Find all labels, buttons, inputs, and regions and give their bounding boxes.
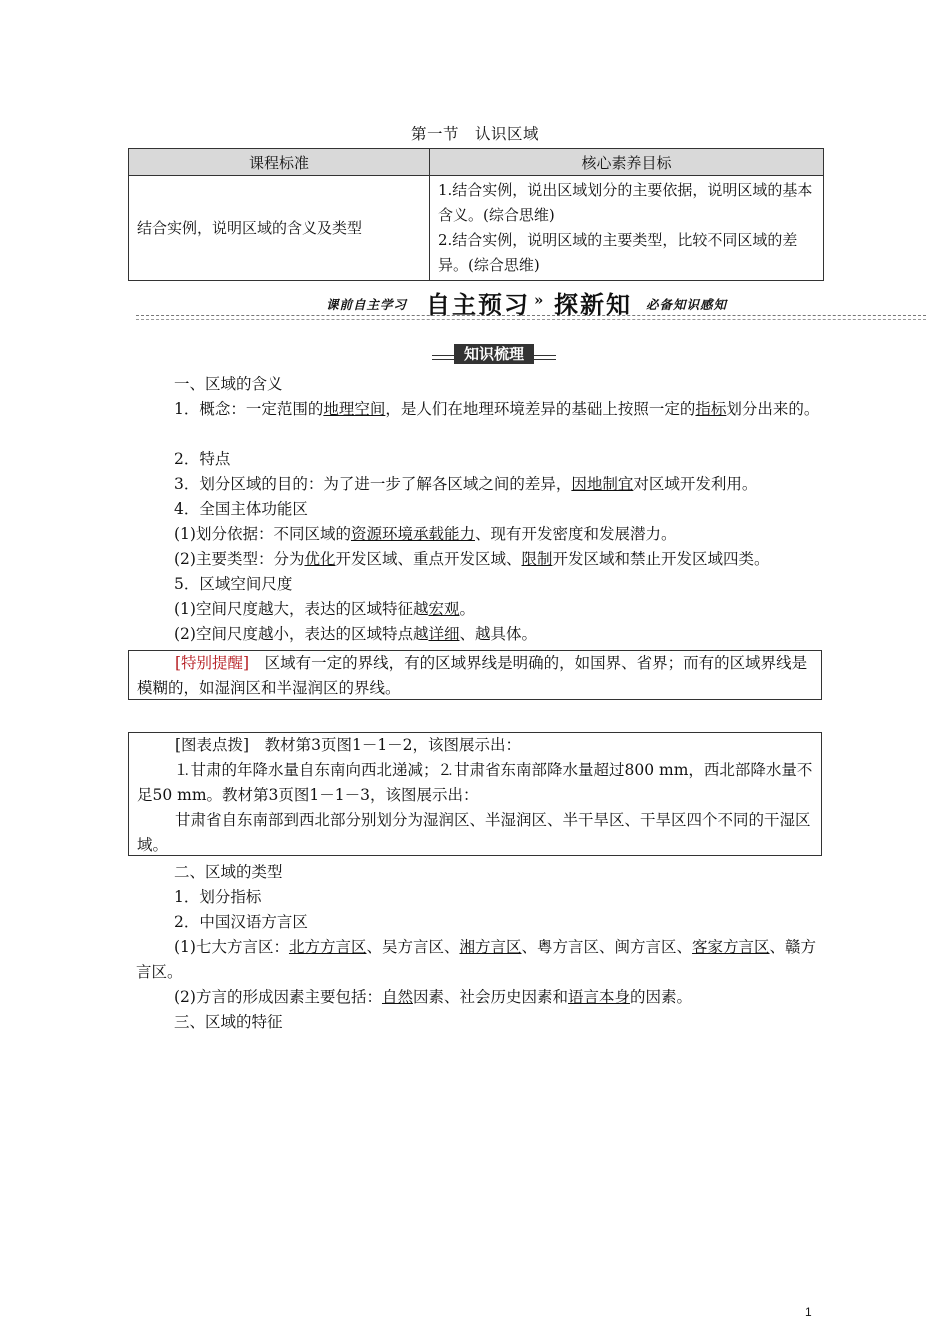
s1-zones-basis: (1)划分依据：不同区域的资源环境承载能力、现有开发密度和发展潜力。 bbox=[174, 525, 677, 543]
page-title: 第一节 认识区域 bbox=[410, 125, 539, 143]
answer-detail: 详细 bbox=[428, 625, 460, 643]
s2-seven-dialects: (1)七大方言区：北方方言区、吴方言区、湘方言区、粤方言区、闽方言区、客家方言区、赣方言区。 bbox=[136, 938, 817, 981]
answer-geo-space: 地理空间 bbox=[323, 400, 386, 418]
banner-title-2: 探新知 bbox=[554, 291, 632, 319]
s1-title: 一、区域的含义 bbox=[174, 375, 283, 393]
table-header-literacy: 核心素养目标 bbox=[430, 149, 824, 176]
special-tip-box bbox=[128, 650, 822, 700]
answer-capacity: 资源环境承载能力 bbox=[350, 525, 475, 543]
knowledge-heading-label: 知识梳理 bbox=[454, 344, 534, 364]
s2-title: 二、区域的类型 bbox=[174, 863, 283, 881]
special-tip-text: 区域有一定的界线，有的区域界线是明确的，如国界、省界；而有的区域界线是模糊的，如湿润区和半湿润区的界线。 bbox=[137, 654, 808, 697]
chart-tip-line-1: [图表点拨] 教材第3页图1－1－2，该图展示出： bbox=[175, 736, 522, 754]
knowledge-heading bbox=[432, 344, 556, 366]
answer-natural: 自然 bbox=[381, 988, 413, 1006]
chart-tip-line-2: ⒈甘肃的年降水量自东南向西北递减；⒉甘肃省东南部降水量超过800 mm，西北部降水量不足50 mm。教材第3页图1－1－3，该图展示出： bbox=[137, 761, 813, 804]
s1-features: 2．特点 bbox=[174, 450, 231, 468]
special-tip-label: [特别提醒] bbox=[175, 654, 250, 672]
banner-left-label: 课前自主学习 bbox=[326, 297, 408, 312]
answer-xiang: 湘方言区 bbox=[459, 938, 522, 956]
s1-function-zones: 4．全国主体功能区 bbox=[174, 500, 308, 518]
s1-zones-types: (2)主要类型：分为优化开发区域、重点开发区域、限制开发区域和禁止开发区域四类。 bbox=[174, 550, 770, 568]
answer-indicator: 指标 bbox=[695, 400, 727, 418]
banner-divider bbox=[136, 315, 926, 316]
chart-tip-box bbox=[128, 732, 822, 856]
banner-arrow-icon: » bbox=[534, 291, 544, 309]
literacy-goal-2: 2.结合实例，说明区域的主要类型，比较不同区域的差异。(综合思维) bbox=[438, 231, 798, 274]
chart-tip-line-3: 甘肃省自东南部到西北部分别划分为湿润区、半湿润区、半干旱区、干旱区四个不同的干湿区域。 bbox=[137, 811, 811, 854]
answer-optimize: 优化 bbox=[304, 550, 336, 568]
s1-scale-large: (1)空间尺度越大，表达的区域特征越宏观。 bbox=[174, 600, 475, 618]
banner-divider-2 bbox=[136, 319, 926, 320]
s1-purpose: 3．划分区域的目的：为了进一步了解各区域之间的差异，因地制宜对区域开发利用。 bbox=[174, 475, 758, 493]
answer-macro: 宏观 bbox=[428, 600, 460, 618]
s2-indicators: 1．划分指标 bbox=[174, 888, 262, 906]
banner-title-1: 自主预习 bbox=[426, 291, 530, 319]
answer-language: 语言本身 bbox=[568, 988, 631, 1006]
answer-local-conditions: 因地制宜 bbox=[571, 475, 634, 493]
answer-northern: 北方方言区 bbox=[288, 938, 367, 956]
answer-hakka: 客家方言区 bbox=[692, 938, 770, 956]
table-header-standard: 课程标准 bbox=[129, 149, 430, 176]
banner-right-label: 必备知识感知 bbox=[646, 297, 728, 312]
s1-concept: 1．概念：一定范围的地理空间，是人们在地理环境差异的基础上按照一定的指标划分出来的。 bbox=[174, 400, 820, 418]
s1-scale-small: (2)空间尺度越小，表达的区域特点越详细、越具体。 bbox=[174, 625, 537, 643]
page-number: 1 bbox=[805, 1305, 812, 1319]
section-banner bbox=[136, 285, 926, 325]
literacy-goal-1: 1.结合实例，说出区域划分的主要依据，说明区域的基本含义。(综合思维) bbox=[438, 181, 813, 224]
table-cell-literacy bbox=[430, 176, 824, 281]
s2-dialect-factors: (2)方言的形成因素主要包括：自然因素、社会历史因素和语言本身的因素。 bbox=[174, 988, 693, 1006]
s2-dialects: 2．中国汉语方言区 bbox=[174, 913, 308, 931]
answer-restrict: 限制 bbox=[521, 550, 553, 568]
table-cell-standard: 结合实例，说明区域的含义及类型 bbox=[129, 176, 430, 281]
s3-title: 三、区域的特征 bbox=[174, 1013, 283, 1031]
curriculum-table bbox=[128, 148, 824, 281]
s1-scale: 5．区域空间尺度 bbox=[174, 575, 293, 593]
